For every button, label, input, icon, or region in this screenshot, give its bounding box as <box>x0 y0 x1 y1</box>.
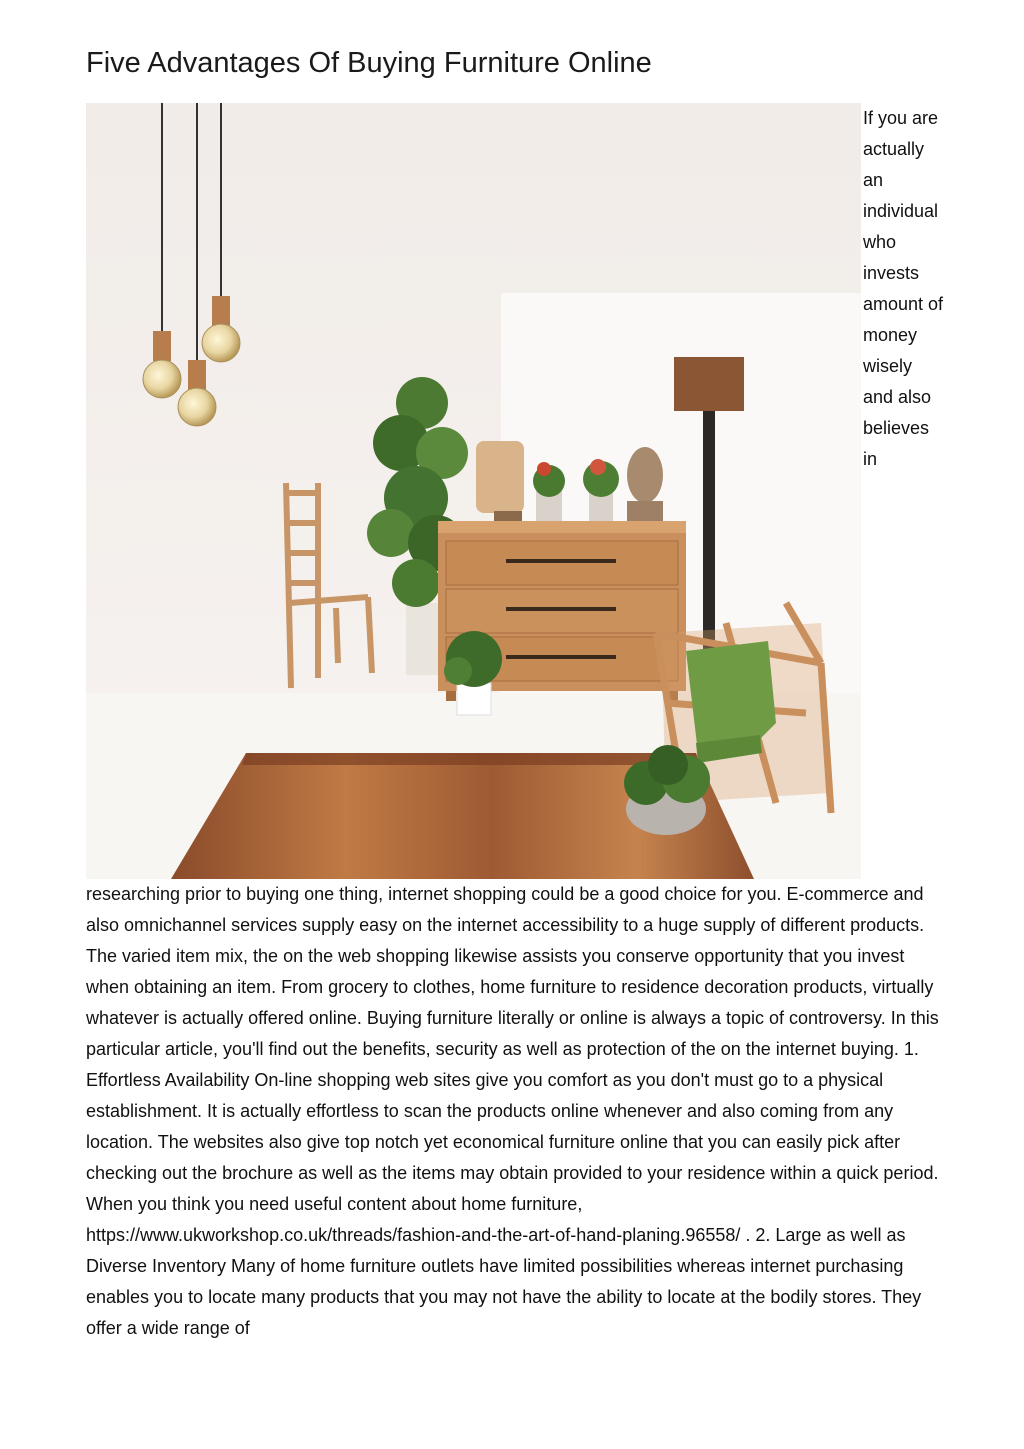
photo-scene <box>86 103 861 879</box>
page-title: Five Advantages Of Buying Furniture Online <box>86 47 652 79</box>
article-content <box>86 103 946 1344</box>
article-body: If you are actually an individual who invests amount of money wisely and also believes in researching prior to buying one thing, internet shopping could be a good choice for you. E-commerce and also omnichannel services supply easy on the internet accessibility to a huge supply of different products. The varied item mix, the on the web shopping likewise assists you conserve opportunity that you invest when obtaining an item. From grocery to clothes, home furniture to residence decoration products, virtually whatever is actually offered online. Buying furniture literally or online is always a topic of controversy. In this particular article, you'll find out the benefits, security as well as protection of the on the internet buying. 1. Effortless Availability On-line shopping web sites give you comfort as you don't must go to a physical establishment. It is actually effortless to scan the products online whenever and also coming from any location. The websites also give top notch yet economical furniture online that you can easily pick after checking out the brochure as well as the items may obtain provided to your residence within a quick period. When you think you need useful content about home furniture, https://www.ukworkshop.co.uk/threads/fashion-and-the-art-of-hand-planing.96558/ . 2. Large as well as Diverse Inventory Many of home furniture outlets have limited possibilities whereas internet purchasing enables you to locate many products that you may not have the ability to locate at the bodily stores. They offer a wide range of <box>86 108 944 1338</box>
furniture-room-photo <box>86 103 861 879</box>
